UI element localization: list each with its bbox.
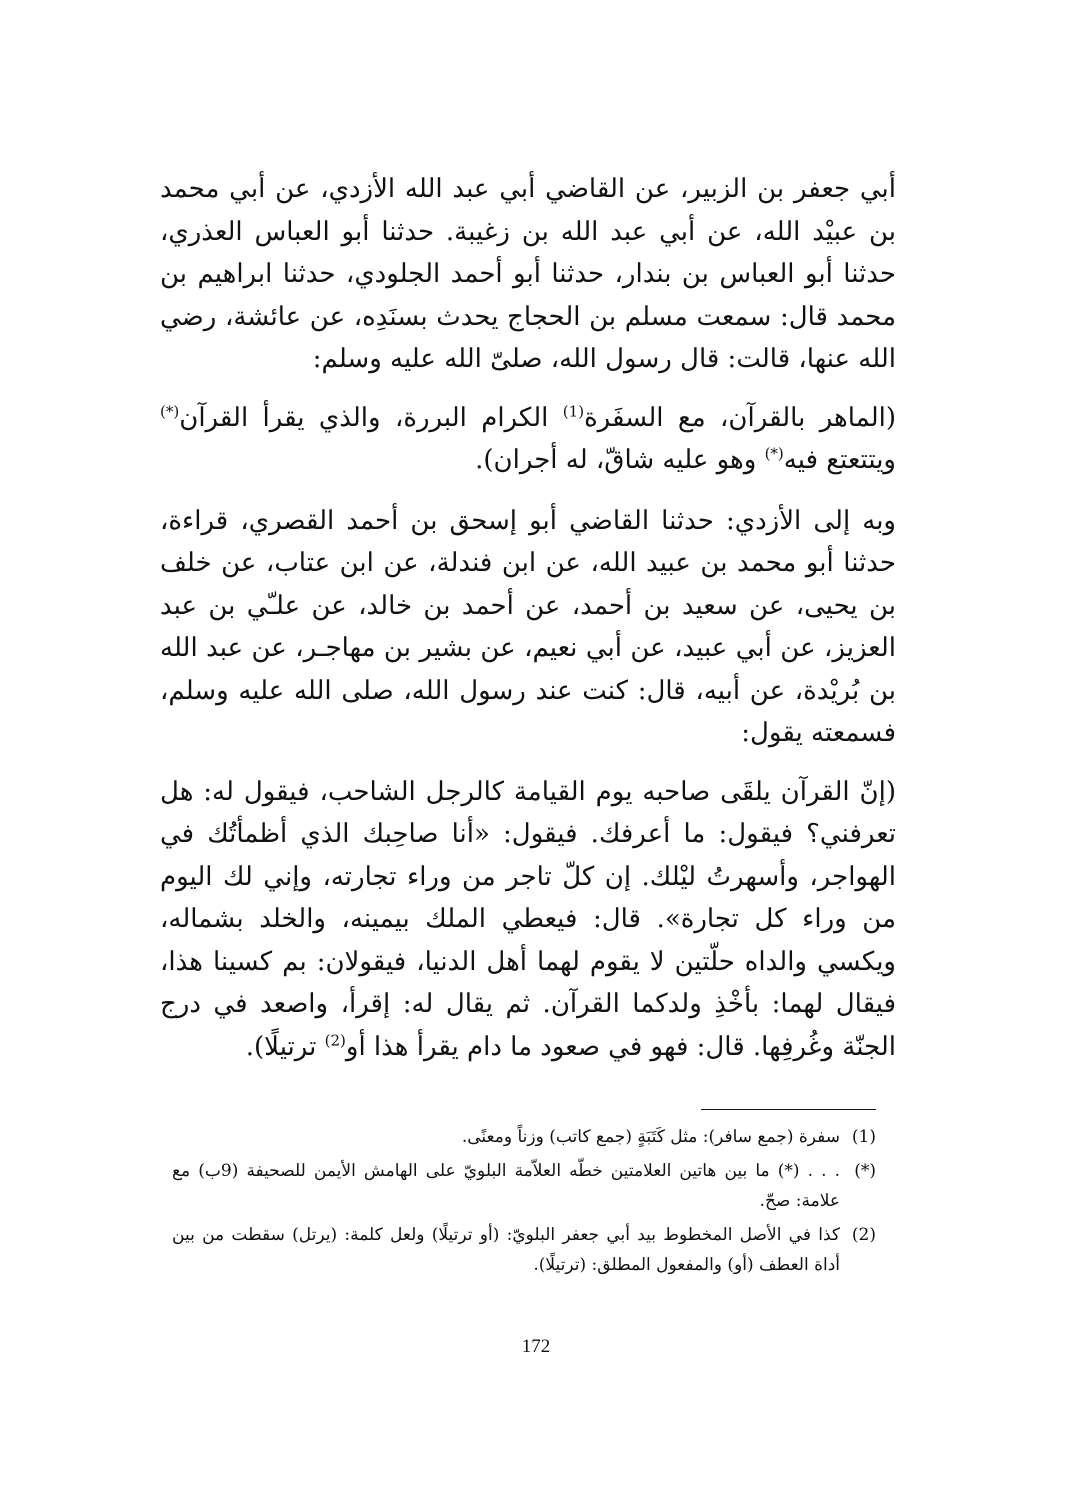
footnote-text: كذا في الأصل المخطوط بيد أبي جعفر البلويّ: (أو ترتيلًا) ولعل كلمة: (يرتل) سقطت من بين أداة العطف (أو) والمفعول المطلق: (ترتيلًا). — [172, 1225, 840, 1275]
hadith-2-text-b: ترتيلًا). — [245, 1031, 325, 1062]
footnote-2 — [172, 1220, 876, 1280]
footnote-asterisk — [172, 1156, 876, 1216]
hadith-1-text-b: الكرام البررة، والذي يقرأ القرآن — [179, 402, 563, 433]
insertion-mark-start: (*) — [160, 401, 180, 420]
insertion-mark-end: (*) — [764, 444, 784, 463]
footnotes — [172, 1122, 876, 1284]
isnad-paragraph-1: أبي جعفر بن الزبير، عن القاضي أبي عبد الله الأزدي، عن أبي محمد بن عبيْد الله، عن أبي عبد الله بن زغيبة. حدثنا أبو العباس العذري، حدثنا أبو العباس بن بندار، حدثنا أبو أحمد الجلودي، حدثنا ابراهيم بن محمد قال: سمعت مسلم بن الحجاج يحدث بسنَدِه، عن عائشة، رضي الله عنها، قالت: قال رسول الله، صلىّ الله عليه وسلم: — [160, 174, 896, 374]
footnote-marker: (*) — [854, 1161, 876, 1181]
footnote-1 — [172, 1122, 876, 1152]
page-number: 172 — [521, 1336, 551, 1357]
hadith-1-text-c: ويتتعتع فيه — [783, 445, 896, 475]
hadith-paragraph-2 — [160, 771, 896, 1069]
footnote-marker: (2) — [851, 1225, 876, 1245]
hadith-1-text-a: (الماهر بالقرآن، مع السفَرة — [584, 402, 896, 433]
footnote-ref-1: (1) — [562, 401, 585, 420]
footnote-marker: (1) — [851, 1127, 876, 1147]
hadith-1-text-d: وهو عليه شاقّ، له أجران). — [475, 445, 765, 475]
isnad-paragraph-2: وبه إلى الأزدي: حدثنا القاضي أبو إسحق بن أحمد القصري، قراءة، حدثنا أبو محمد بن عبيد الله، عن ابن فندلة، عن ابن عتاب، عن خلف بن يحيى، عن سعيد بن أحمد، عن أحمد بن خالد، عن علـّي بن عبد العزيز، عن أبي عبيد، عن أبي نعيم، عن بشير بن مهاجـر، عن عبد الله بن بُريْدة، عن أبيه، قال: كنت عند رسول الله، صلى الله عليه وسلم، فسمعته يقول: — [160, 505, 896, 748]
footnote-text: . . . (*) ما بين هاتين العلامتين خطّه العلاّمة البلويّ على الهامش الأيمن للصحيفة (9ب) مع علامة: صحّ. — [172, 1161, 840, 1211]
footnote-separator — [701, 1109, 876, 1110]
hadith-paragraph-1 — [160, 397, 896, 482]
main-text — [160, 168, 896, 1068]
footnote-text: سفرة (جمع سافر): مثل كَتَبَةٍ (جمع كاتب) وزناً ومعنًى. — [461, 1127, 840, 1147]
footnote-ref-2: (2) — [324, 1030, 346, 1049]
hadith-2-text-a: (إنّ القرآن يلقَى صاحبه يوم القيامة كالرجل الشاحب، فيقول له: هل تعرفني؟ فيقول: ما أعرفك. فيقول: «أنا صاحِبك الذي أظمأتُك في الهواجر، وأسهرتُ ليْلك. إن كلّ تاجر من وراء تجارته، وإني لك اليوم من وراء كل تجارة». قال: فيعطي الملك بيمينه، والخلد بشماله، ويكسي والداه حلّتين لا يقوم لهما أهل الدنيا، فيقولان: بم كسينا هذا، فيقال لهما: بأخْذِ ولدكما القرآن. ثم يقال له: إقرأ، واصعد في درج الجنّة وغُرفِها. قال: فهو في صعود ما دام يقرأ هذا أو — [160, 776, 896, 1062]
